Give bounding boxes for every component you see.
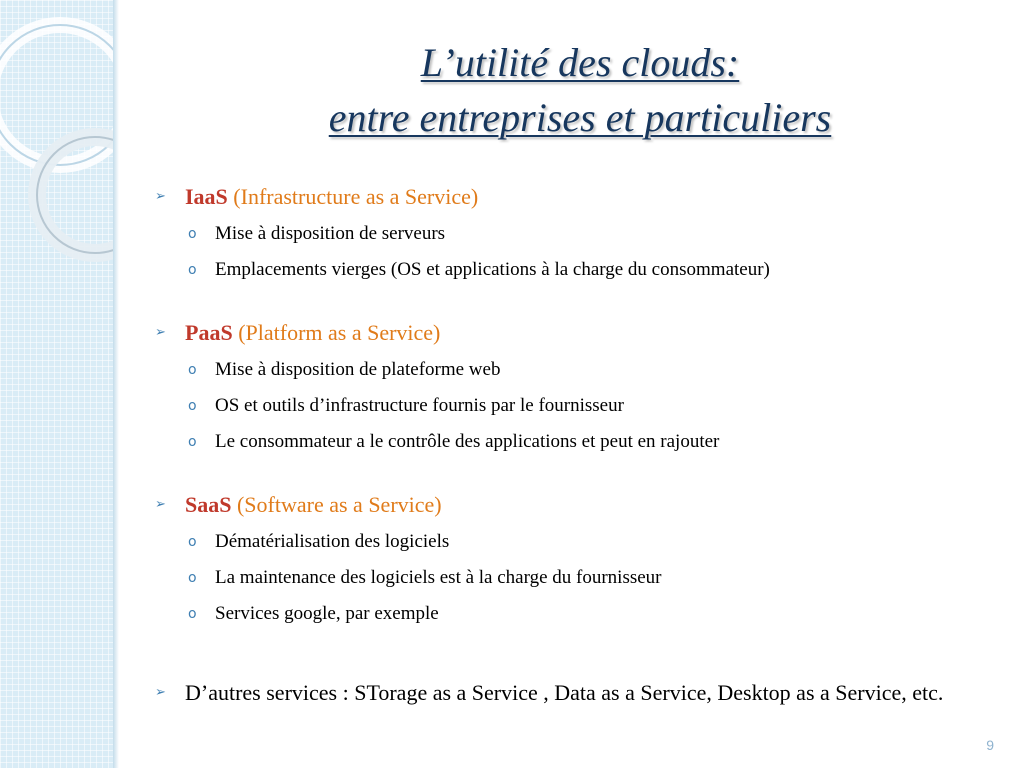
circle-bullet-icon: o <box>188 262 197 278</box>
section-definition: (Infrastructure as a Service) <box>233 184 479 209</box>
section-saas-heading <box>185 490 975 520</box>
list-item <box>188 529 968 555</box>
slide-title-line-1: L’utilité des clouds: <box>420 40 740 85</box>
section-abbr: IaaS <box>185 184 228 209</box>
list-item-text: Dématérialisation des logiciels <box>215 531 450 552</box>
slide-title-line-2: entre entreprises et particuliers <box>328 95 832 140</box>
section-abbr: PaaS <box>185 320 233 345</box>
decorative-side-panel <box>0 0 113 768</box>
arrowhead-bullet-icon: ➢ <box>155 325 166 340</box>
circle-bullet-icon: o <box>188 534 197 550</box>
list-item-text: Mise à disposition de serveurs <box>215 223 446 244</box>
circle-bullet-icon: o <box>188 362 197 378</box>
section-paas-heading <box>185 318 975 348</box>
list-item-text: OS et outils d’infrastructure fournis par le fournisseur <box>215 395 624 416</box>
other-services-text: D’autres services : STorage as a Service , Data as a Service, Desktop as a Service, etc. <box>185 680 944 705</box>
list-item-text: La maintenance des logiciels est à la charge du fournisseur <box>215 567 662 588</box>
section-abbr: SaaS <box>185 492 232 517</box>
circle-bullet-icon: o <box>188 398 197 414</box>
circle-bullet-icon: o <box>188 434 197 450</box>
section-iaas-heading <box>185 182 975 212</box>
circle-bullet-icon: o <box>188 606 197 622</box>
circle-bullet-icon: o <box>188 570 197 586</box>
section-iaas <box>155 182 975 212</box>
list-item <box>188 357 968 383</box>
list-item <box>188 429 968 455</box>
decorative-rings-icon <box>0 0 113 330</box>
list-item-text: Mise à disposition de plateforme web <box>215 359 501 380</box>
arrowhead-bullet-icon: ➢ <box>155 189 166 204</box>
list-item-text: Services google, par exemple <box>215 603 439 624</box>
side-panel-edge <box>113 0 119 768</box>
list-item <box>188 257 968 283</box>
circle-bullet-icon: o <box>188 226 197 242</box>
list-item <box>188 565 968 591</box>
section-definition: (Software as a Service) <box>236 492 442 517</box>
section-paas <box>155 318 975 348</box>
arrowhead-bullet-icon: ➢ <box>155 685 166 700</box>
list-item <box>188 393 968 419</box>
list-item-text: Emplacements vierges (OS et applications à la charge du consommateur) <box>215 259 770 280</box>
list-item-text: Le consommateur a le contrôle des applications et peut en rajouter <box>215 431 720 452</box>
other-services <box>155 677 975 708</box>
page-number: 9 <box>986 737 994 753</box>
section-definition: (Platform as a Service) <box>238 320 441 345</box>
list-item <box>188 221 968 247</box>
section-saas <box>155 490 975 520</box>
arrowhead-bullet-icon: ➢ <box>155 497 166 512</box>
list-item <box>188 601 968 627</box>
